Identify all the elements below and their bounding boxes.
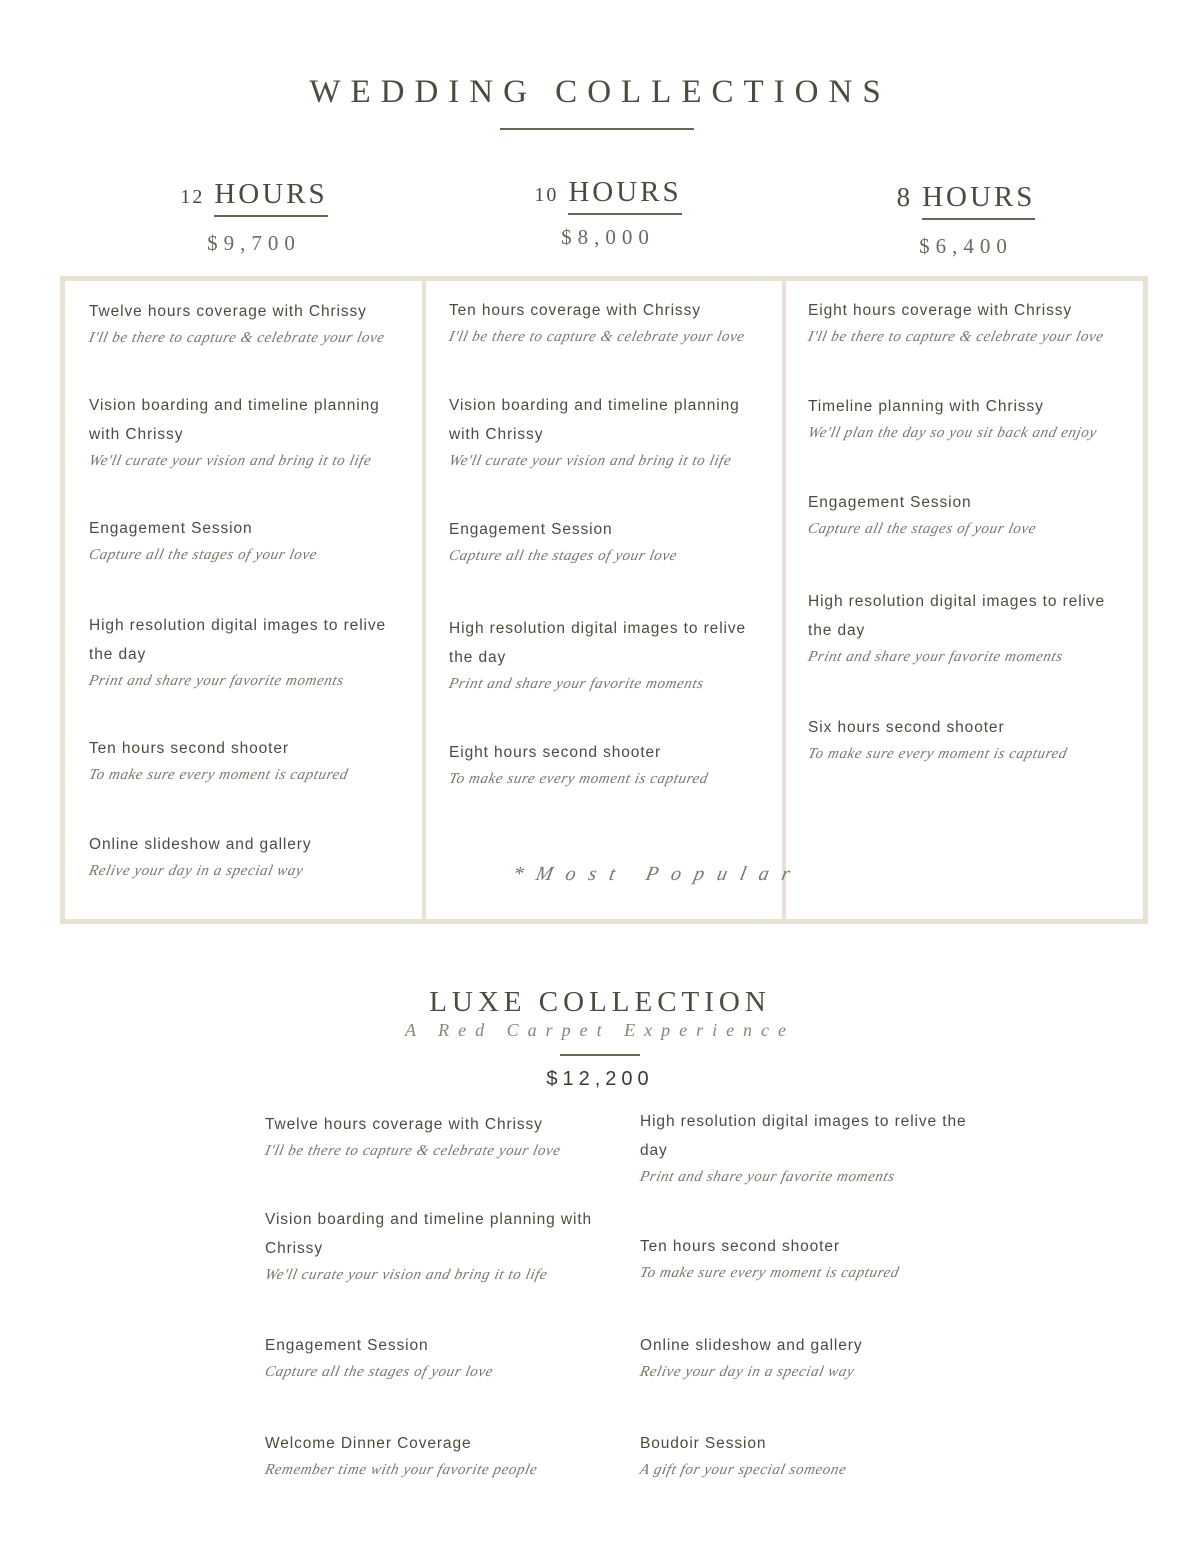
feature-subtitle: Capture all the stages of your love (263, 1364, 495, 1380)
feature-title: Engagement Session (449, 521, 613, 538)
feature-subtitle: I'll be there to capture & celebrate your love (87, 330, 387, 346)
most-popular-badge: *Most Popular (510, 863, 806, 885)
feature-subtitle: Print and share your favorite moments (806, 649, 1065, 665)
package-header-8 (776, 181, 1156, 259)
feature-item (808, 296, 1128, 346)
feature-subtitle: To make sure every moment is captured (806, 746, 1069, 762)
feature-subtitle: We'll curate your vision and bring it to life (87, 453, 373, 469)
feature-item (89, 391, 409, 470)
feature-title: Boudoir Session (640, 1435, 767, 1452)
feature-item (808, 488, 1128, 538)
feature-title: Ten hours second shooter (640, 1238, 840, 1255)
feature-title: Engagement Session (265, 1337, 429, 1354)
luxe-feature-item (640, 1107, 970, 1186)
feature-subtitle: We'll curate your vision and bring it to life (263, 1267, 549, 1283)
feature-subtitle: We'll curate your vision and bring it to life (447, 453, 733, 469)
page-title: WEDDING COLLECTIONS (309, 74, 891, 110)
packages-table (60, 276, 1148, 924)
feature-subtitle: Capture all the stages of your love (806, 521, 1038, 537)
feature-item (89, 830, 409, 880)
feature-title: Vision boarding and timeline planning with Chrissy (265, 1211, 593, 1257)
feature-title: Ten hours coverage with Chrissy (449, 302, 701, 319)
feature-title: Ten hours second shooter (89, 740, 289, 757)
luxe-price: $12,200 (546, 1068, 654, 1090)
luxe-title: LUXE COLLECTION (429, 986, 771, 1018)
luxe-feature-item (265, 1205, 595, 1284)
feature-item (449, 296, 769, 346)
feature-subtitle: I'll be there to capture & celebrate your love (806, 329, 1106, 345)
luxe-feature-item (265, 1331, 595, 1381)
feature-title: Online slideshow and gallery (89, 836, 312, 853)
feature-title: Vision boarding and timeline planning with Chrissy (449, 397, 740, 443)
luxe-feature-item (640, 1429, 970, 1479)
feature-subtitle: Remember time with your favorite people (263, 1462, 539, 1478)
package-price: $8,000 (561, 225, 655, 249)
feature-item (89, 734, 409, 784)
feature-subtitle: Relive your day in a special way (87, 863, 305, 879)
luxe-feature-item (640, 1232, 970, 1282)
feature-title: High resolution digital images to relive the day (89, 617, 387, 663)
feature-subtitle: I'll be there to capture & celebrate your love (447, 329, 747, 345)
feature-subtitle: A gift for your special someone (638, 1462, 849, 1478)
feature-title: Eight hours second shooter (449, 744, 662, 761)
feature-subtitle: To make sure every moment is captured (87, 767, 350, 783)
hours-word: HOURS (214, 178, 327, 217)
package-header-10 (418, 176, 798, 250)
hours-word: HOURS (568, 176, 681, 215)
luxe-feature-item (265, 1110, 595, 1160)
feature-subtitle: We'll plan the day so you sit back and enjoy (806, 425, 1099, 441)
hours-word: HOURS (922, 181, 1035, 220)
column-divider (782, 281, 786, 919)
column-divider (422, 281, 426, 919)
feature-item (449, 738, 769, 788)
feature-subtitle: To make sure every moment is captured (638, 1265, 901, 1281)
feature-title: Vision boarding and timeline planning with Chrissy (89, 397, 380, 443)
feature-title: High resolution digital images to relive the day (449, 620, 747, 666)
feature-subtitle: Relive your day in a special way (638, 1364, 856, 1380)
hours-number: 8 (896, 182, 913, 212)
package-header-12 (64, 178, 444, 256)
feature-title: Online slideshow and gallery (640, 1337, 863, 1354)
feature-title: Eight hours coverage with Chrissy (808, 302, 1073, 319)
feature-title: Twelve hours coverage with Chrissy (89, 303, 367, 320)
feature-item (808, 587, 1128, 666)
feature-title: Twelve hours coverage with Chrissy (265, 1116, 543, 1133)
feature-title: Timeline planning with Chrissy (808, 398, 1044, 415)
luxe-feature-item (265, 1429, 595, 1479)
feature-title: Engagement Session (89, 520, 253, 537)
feature-title: High resolution digital images to relive the day (640, 1113, 967, 1159)
feature-item (808, 713, 1128, 763)
feature-subtitle: Capture all the stages of your love (87, 547, 319, 563)
luxe-feature-item (640, 1331, 970, 1381)
feature-subtitle: Print and share your favorite moments (447, 676, 706, 692)
feature-title: Welcome Dinner Coverage (265, 1435, 472, 1452)
package-price: $6,400 (919, 234, 1013, 258)
luxe-subtitle: A Red Carpet Experience (404, 1020, 796, 1040)
feature-item (89, 611, 409, 690)
package-price: $9,700 (207, 231, 301, 255)
feature-item (449, 515, 769, 565)
feature-item (449, 614, 769, 693)
luxe-divider (560, 1054, 640, 1056)
hours-number: 12 (180, 186, 205, 208)
feature-subtitle: Print and share your favorite moments (87, 673, 346, 689)
feature-subtitle: To make sure every moment is captured (447, 771, 710, 787)
feature-title: Six hours second shooter (808, 719, 1005, 736)
feature-item (89, 514, 409, 564)
feature-item (808, 392, 1128, 442)
title-divider (500, 128, 694, 130)
feature-title: High resolution digital images to relive the day (808, 593, 1106, 639)
feature-subtitle: Capture all the stages of your love (447, 548, 679, 564)
hours-number: 10 (534, 184, 559, 206)
feature-subtitle: I'll be there to capture & celebrate your love (263, 1143, 563, 1159)
feature-item (449, 391, 769, 470)
feature-item (89, 297, 409, 347)
feature-subtitle: Print and share your favorite moments (638, 1169, 897, 1185)
feature-title: Engagement Session (808, 494, 972, 511)
